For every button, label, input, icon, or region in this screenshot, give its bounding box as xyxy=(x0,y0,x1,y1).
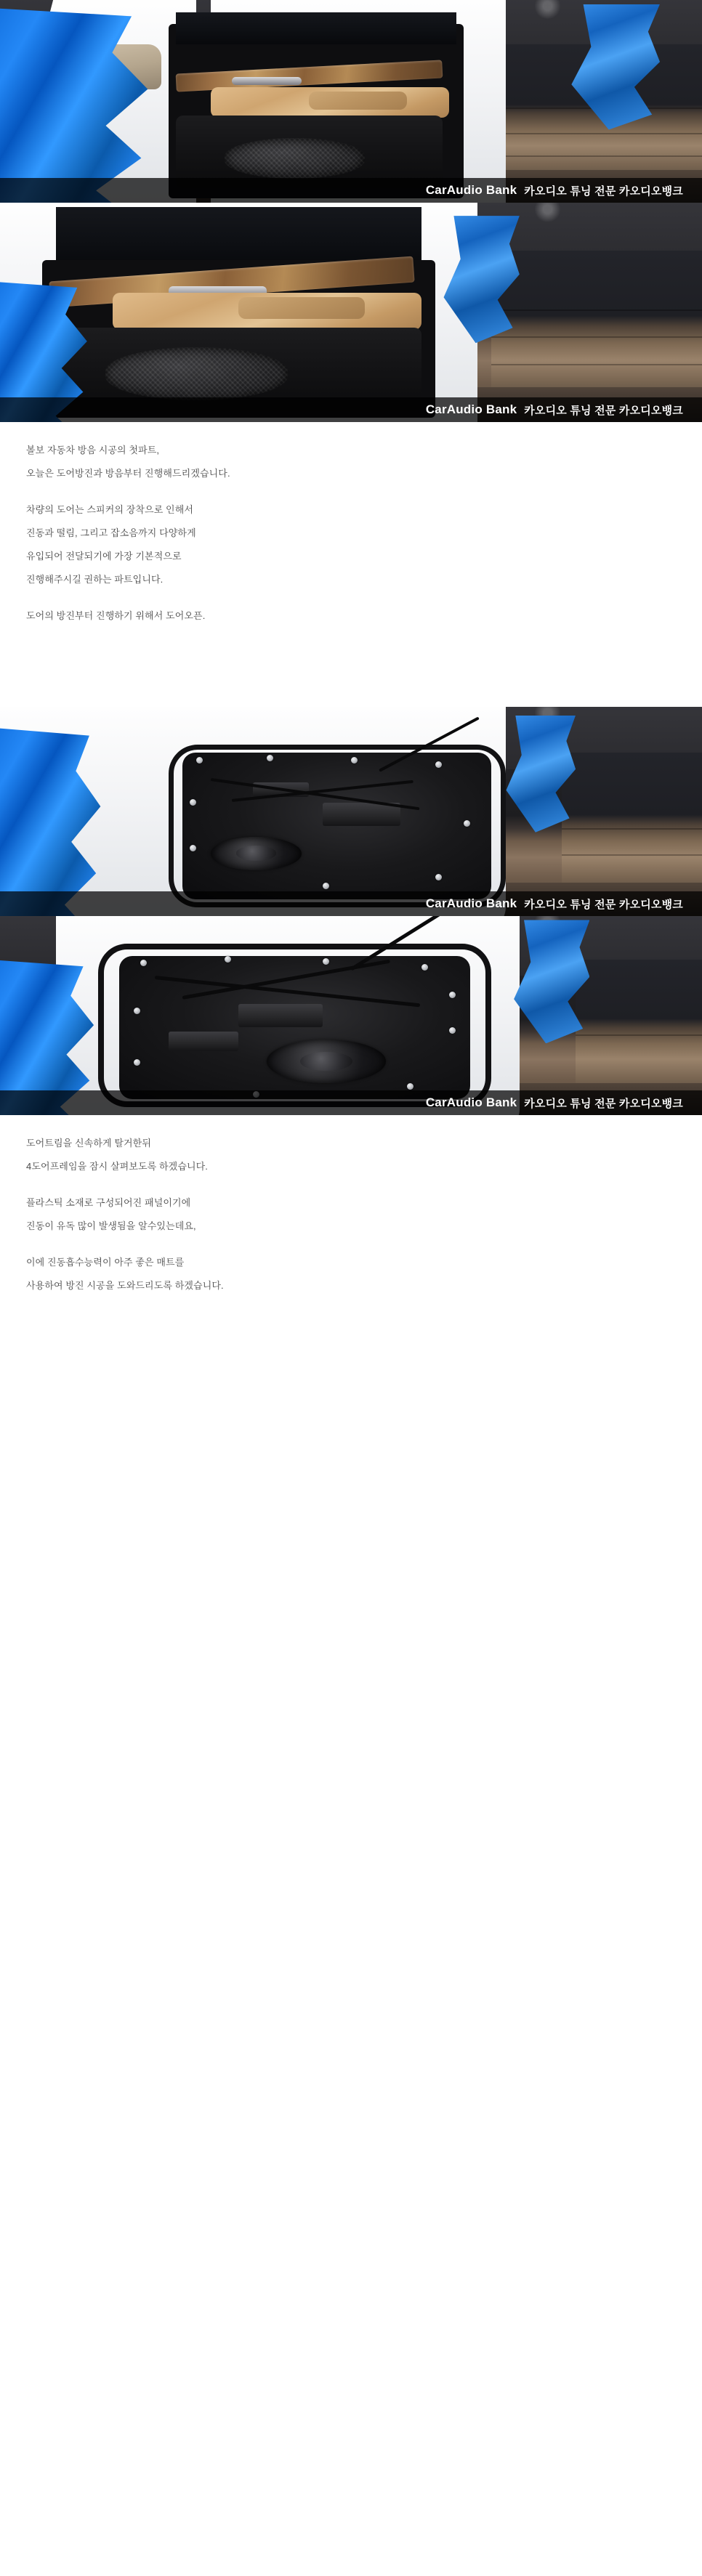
intro-line-6: 진행해주시길 권하는 파트입니다. xyxy=(26,574,164,585)
text-block-intro xyxy=(0,422,702,637)
door-control-module xyxy=(238,1004,323,1028)
process-line-4: 진동이 유독 많이 발생됨을 알수있는데요, xyxy=(26,1220,196,1231)
intro-line-2: 오늘은 도어방진과 방음부터 진행해드리겠습니다. xyxy=(26,468,230,479)
process-line-3: 플라스틱 소재로 구성되어진 패널이기에 xyxy=(26,1197,191,1208)
door-control-module xyxy=(323,803,400,826)
intro-line-4: 진동과 떨림, 그리고 잡소음까지 다양하게 xyxy=(26,527,196,538)
watermark-brand-ko: 카오디오 튜닝 전문 카오디오뱅크 xyxy=(524,404,683,417)
watermark-brand-ko: 카오디오 튜닝 전문 카오디오뱅크 xyxy=(524,898,683,911)
watermark-brand: CarAudio Bank xyxy=(425,896,517,910)
photo-3 xyxy=(0,707,702,916)
intro-line-1: 볼보 자동차 방음 시공의 첫파트, xyxy=(26,445,160,455)
door-pull-cup xyxy=(309,92,407,110)
photo-1-scene xyxy=(0,0,702,203)
intro-line-5: 유입되어 전달되기에 가장 기본적으로 xyxy=(26,551,182,562)
intro-line-7: 도어의 방진부터 진행하기 위해서 도어오픈. xyxy=(26,610,206,621)
watermark-bar xyxy=(0,1090,702,1115)
photo-2-scene xyxy=(0,203,702,422)
process-line-2: 4도어프레임을 잠시 살펴보도록 하겠습니다. xyxy=(26,1161,209,1172)
door-weather-seal xyxy=(169,745,506,908)
watermark-bar xyxy=(0,178,702,203)
door-handle xyxy=(232,77,302,85)
process-line-6: 사용하여 방진 시공을 도와드리도록 하겠습니다. xyxy=(26,1280,224,1291)
watermark-brand: CarAudio Bank xyxy=(425,402,517,416)
watermark-brand-ko: 카오디오 튜닝 전문 카오디오뱅크 xyxy=(524,185,683,198)
bottom-spacer xyxy=(0,1307,702,1326)
photo-4-scene xyxy=(0,916,702,1115)
photo-3-scene xyxy=(0,707,702,916)
watermark-brand-ko: 카오디오 튜닝 전문 카오디오뱅크 xyxy=(524,1097,683,1110)
watermark-bar xyxy=(0,891,702,916)
photo-2 xyxy=(0,203,702,422)
watermark-brand: CarAudio Bank xyxy=(425,1095,517,1109)
door-speaker-grille xyxy=(105,347,288,400)
watermark-bar xyxy=(0,397,702,422)
photo-4 xyxy=(0,916,702,1115)
door-window-glass xyxy=(176,12,456,45)
door-pull-cup xyxy=(238,297,365,319)
factory-woofer xyxy=(267,1040,386,1083)
door-speaker-grille xyxy=(225,138,365,179)
watermark-brand: CarAudio Bank xyxy=(425,183,517,197)
process-line-1: 도어트림을 신속하게 탈거한뒤 xyxy=(26,1138,151,1149)
factory-woofer xyxy=(211,837,302,870)
section-spacer xyxy=(0,637,702,707)
window-regulator-motor xyxy=(169,1032,239,1051)
text-block-process xyxy=(0,1115,702,1307)
b-pillar xyxy=(464,0,506,203)
process-line-5: 이에 진동흡수능력이 아주 좋은 매트를 xyxy=(26,1257,185,1268)
photo-1 xyxy=(0,0,702,203)
intro-line-3: 차량의 도어는 스피커의 장착으로 인해서 xyxy=(26,504,194,515)
